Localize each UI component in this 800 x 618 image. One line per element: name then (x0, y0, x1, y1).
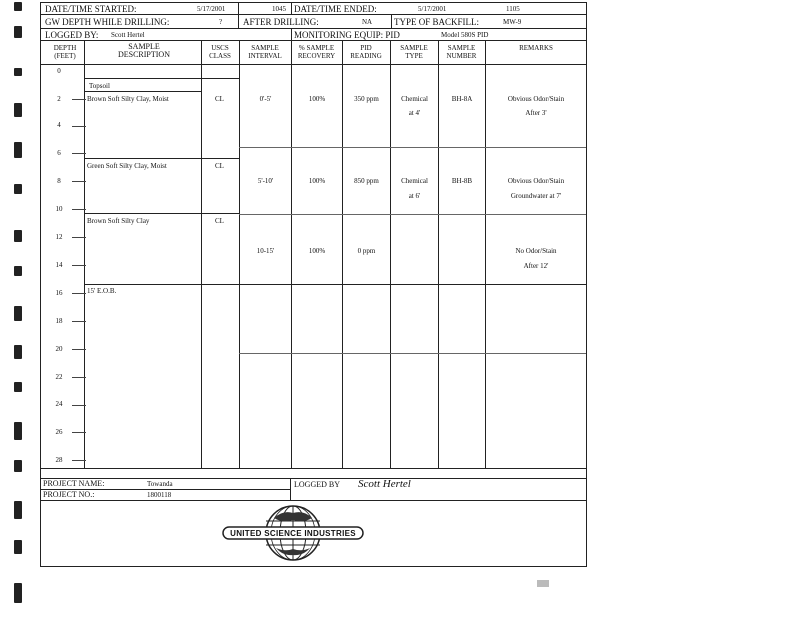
sample-2-interval: 5'-10' (257, 177, 274, 185)
depth-12: 12 (55, 233, 63, 241)
depth-8: 8 (57, 177, 61, 185)
backfill-label: TYPE OF BACKFILL: (394, 17, 480, 27)
sample-3-remarks-2: After 12' (523, 262, 549, 270)
sample-2-type-depth: at 6' (408, 192, 421, 200)
sample-2-recovery: 100% (308, 177, 326, 185)
sample-2-remarks-2: Groundwater at 7' (510, 192, 562, 200)
project-no-value: 1800118 (147, 491, 172, 499)
depth-26: 26 (55, 428, 63, 436)
depth-0: 0 (57, 67, 61, 75)
uscs-1: CL (215, 95, 224, 103)
depth-10: 10 (55, 205, 63, 213)
depth-24: 24 (55, 400, 63, 408)
logged-by-value: Scott Hertel (111, 31, 145, 39)
sample-1-remarks: Obvious Odor/Stain (507, 95, 565, 103)
sample-1-interval: 0'-5' (259, 95, 272, 103)
after-drilling-label: AFTER DRILLING: (243, 17, 319, 27)
sample-2-remarks: Obvious Odor/Stain (507, 177, 565, 185)
depth-14: 14 (55, 261, 63, 269)
uscs-3: CL (215, 217, 224, 225)
sample-1-pid: 350 ppm (354, 95, 379, 103)
date-started-label: DATE/TIME STARTED: (45, 4, 137, 14)
sample-3-pid: 0 ppm (357, 247, 376, 255)
desc-layer-3: Brown Soft Silty Clay (87, 217, 150, 225)
col-number: SAMPLE NUMBER (446, 44, 477, 60)
col-uscs: USCS CLASS (209, 44, 231, 60)
depth-4: 4 (57, 121, 61, 129)
sample-1-type-depth: at 4' (408, 109, 421, 117)
col-pid: PID READING (350, 44, 382, 60)
uscs-2: CL (215, 162, 224, 170)
col-depth: DEPTH (FEET) (53, 44, 77, 60)
sample-3-recovery: 100% (308, 247, 326, 255)
depth-22: 22 (55, 373, 63, 381)
date-started-value: 5/17/2001 (197, 5, 226, 13)
logged-by-label: LOGGED BY: (45, 30, 99, 40)
logged-by-signature: Scott Hertel (358, 478, 411, 490)
gw-depth-value: ? (219, 18, 223, 26)
depth-20: 20 (55, 345, 63, 353)
desc-layer-2: Green Soft Silty Clay, Moist (87, 162, 167, 170)
backfill-value: MW-9 (503, 18, 522, 26)
time-ended-value: 1105 (506, 5, 520, 13)
company-logo (220, 504, 366, 562)
project-name-label: PROJECT NAME: (43, 479, 105, 488)
monitoring-model: Model 580S PID (441, 31, 489, 39)
depth-6: 6 (57, 149, 61, 157)
sample-2-type: Chemical (401, 177, 428, 185)
sample-3-remarks: No Odor/Stain (515, 247, 557, 255)
date-ended-label: DATE/TIME ENDED: (294, 4, 377, 14)
globe-logo-icon (220, 504, 366, 562)
sample-1-type: Chemical (401, 95, 428, 103)
date-ended-value: 5/17/2001 (418, 5, 447, 13)
footer-logged-by-label: LOGGED BY (294, 480, 340, 489)
scan-mark (537, 580, 549, 587)
sample-1-number: BH-8A (451, 95, 473, 103)
sample-2-number: BH-8B (451, 177, 473, 185)
depth-16: 16 (55, 289, 63, 297)
col-recovery: % SAMPLE RECOVERY (297, 44, 336, 60)
sample-1-remarks-2: After 3' (525, 109, 547, 117)
project-name-value: Towanda (147, 480, 173, 488)
col-interval: SAMPLE INTERVAL (248, 44, 282, 60)
logo-text: UNITED SCIENCE INDUSTRIES (230, 529, 356, 538)
project-no-label: PROJECT NO.: (43, 490, 95, 499)
after-drilling-value: NA (362, 18, 373, 26)
col-remarks: REMARKS (519, 44, 553, 52)
depth-2: 2 (57, 95, 61, 103)
sample-3-interval: 10-15' (256, 247, 275, 255)
gw-depth-label: GW DEPTH WHILE DRILLING: (45, 17, 170, 27)
desc-layer-1: Brown Soft Silty Clay, Moist (87, 95, 169, 103)
desc-eob: 15' E.O.B. (87, 287, 117, 295)
sample-1-recovery: 100% (308, 95, 326, 103)
col-type: SAMPLE TYPE (400, 44, 428, 60)
sample-2-pid: 850 ppm (354, 177, 379, 185)
monitoring-label: MONITORING EQUIP: PID (294, 30, 400, 40)
depth-28: 28 (55, 456, 63, 464)
time-started-value: 1045 (272, 5, 286, 13)
desc-topsoil: Topsoil (89, 82, 110, 90)
depth-18: 18 (55, 317, 63, 325)
col-description: SAMPLE DESCRIPTION (117, 42, 170, 59)
